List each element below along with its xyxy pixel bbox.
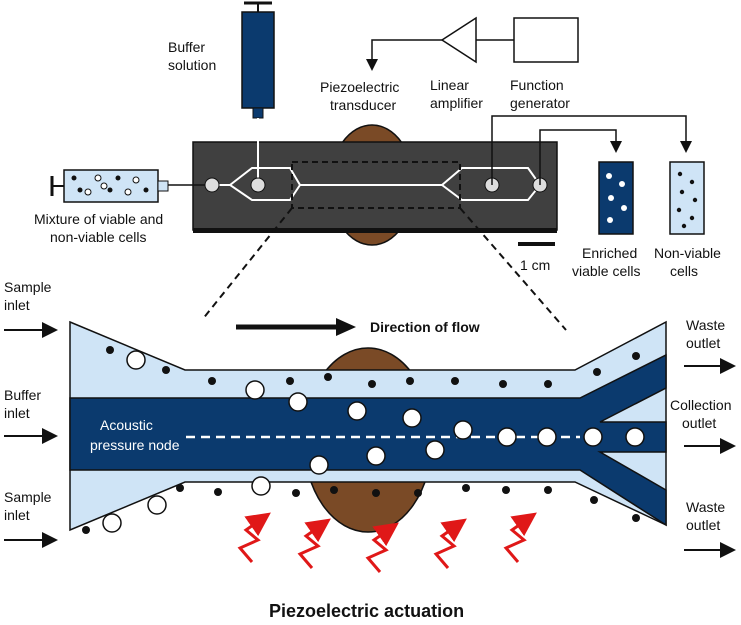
sample-inlet-bottom-label-1: Sample xyxy=(4,489,52,505)
linear-amplifier-label-2: amplifier xyxy=(430,95,483,111)
linear-amplifier-label-1: Linear xyxy=(430,77,469,93)
function-generator-label-2: generator xyxy=(510,95,570,111)
pressure-node-label-1: Acoustic xyxy=(100,417,153,433)
buffer-inlet-label-2: inlet xyxy=(4,405,30,421)
piezo-transducer-label-2: transducer xyxy=(330,97,397,113)
chip-port-buffer xyxy=(251,178,265,192)
amplifier-wire xyxy=(372,40,442,68)
function-generator-label-1: Function xyxy=(510,77,564,93)
nonviable-vial xyxy=(670,162,704,234)
sample-inlet-bottom-label-2: inlet xyxy=(4,507,30,523)
buffer-inlet-label-1: Buffer xyxy=(4,387,42,403)
nonviable-label-1: Non-viable xyxy=(654,245,721,261)
waste-outlet-top-label-2: outlet xyxy=(686,335,721,351)
direction-of-flow-label: Direction of flow xyxy=(370,319,480,335)
enriched-label-2: viable cells xyxy=(572,263,641,279)
enriched-vial xyxy=(599,162,633,234)
buffer-syringe xyxy=(242,2,274,118)
waste-outlet-top-label-1: Waste xyxy=(686,317,726,333)
nonviable-label-2: cells xyxy=(670,263,699,279)
pressure-node-label-2: pressure node xyxy=(90,437,180,453)
waste-outlet-bottom-label-1: Waste xyxy=(686,499,726,515)
sample-inlet-top-label-1: Sample xyxy=(4,279,52,295)
piezo-actuation-title: Piezoelectric actuation xyxy=(269,601,465,621)
sample-syringe xyxy=(52,170,205,202)
chip-port-sample xyxy=(205,178,219,192)
piezo-transducer-label-1: Piezoelectric xyxy=(320,79,400,95)
scale-bar-label: 1 cm xyxy=(520,257,551,273)
mixture-label-2: non-viable cells xyxy=(50,229,147,245)
buffer-solution-label-1: Buffer xyxy=(168,39,206,55)
mixture-label-1: Mixture of viable and xyxy=(34,211,164,227)
sample-inlet-top-label-2: inlet xyxy=(4,297,30,313)
chip-base xyxy=(193,228,557,233)
buffer-solution-label-2: solution xyxy=(168,57,217,73)
collection-outlet-label-2: outlet xyxy=(682,415,717,431)
linear-amplifier-triangle xyxy=(442,18,476,62)
enriched-label-1: Enriched xyxy=(582,245,638,261)
collection-outlet-label-1: Collection xyxy=(670,397,732,413)
waste-outlet-bottom-label-2: outlet xyxy=(686,517,721,533)
function-generator-box xyxy=(514,18,578,62)
flow-arrow-head xyxy=(336,318,356,336)
